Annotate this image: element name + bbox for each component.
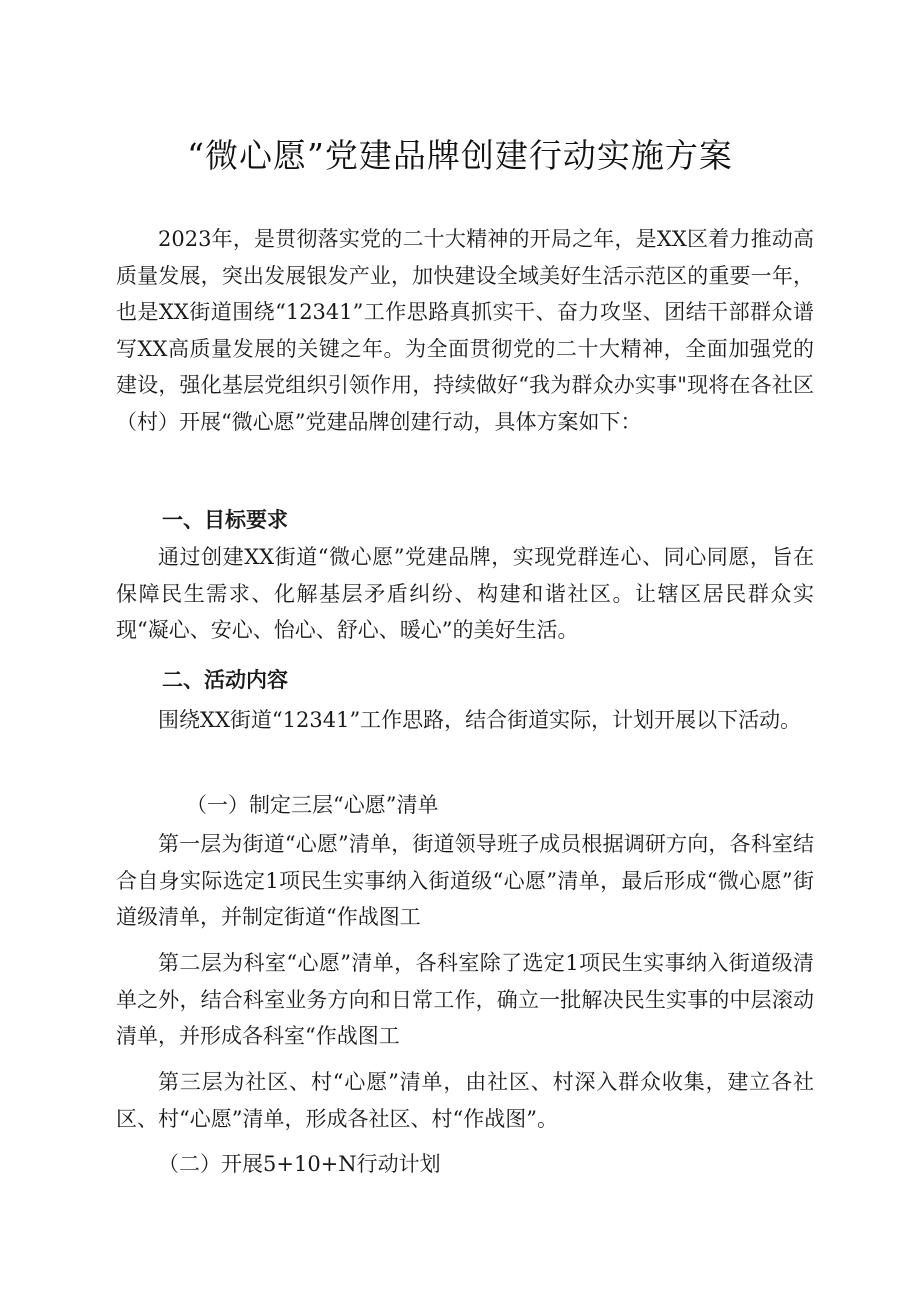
section2-body: 围绕XX街道“12341”工作思路，结合街道实际，计划开展以下活动。 — [158, 708, 802, 732]
section1-heading: 一、目标要求 — [162, 508, 288, 532]
subsection1-paragraph-2: 第二层为科室“心愿”清单，各科室除了选定1项民生实事纳入街道级清单之外，结合科室业务方向和日常工作，确立一批解决民生实事的中层滚动清单，并形成各科室“作战图工 — [116, 951, 814, 1048]
section2-heading: 二、活动内容 — [162, 668, 288, 692]
intro-paragraph: 2023年，是贯彻落实党的二十大精神的开局之年，是XX区着力推动高质量发展，突出发展银发产业，加快建设全域美好生活示范区的重要一年，也是XX街道围绕“12341”工作思路真抓实干、奋力攻坚、团结干部群众谱写XX高质量发展的关键之年。为全面贯彻党的二十大精神，全面加强党的建设，强化基层党组织引领作用，持续做好“我为群众办实事"现将在各社区（村）开展“微心愿”党建品牌创建行动，具体方案如下： — [116, 227, 814, 434]
section1-body: 通过创建XX街道“微心愿”党建品牌，实现党群连心、同心同愿，旨在保障民生需求、化解基层矛盾纠纷、构建和谐社区。让辖区居民群众实现“凝心、安心、怡心、舒心、暖心”的美好生活。 — [116, 545, 814, 642]
subsection2-heading: （二）开展5+10+N行动计划 — [158, 1152, 441, 1176]
subsection1-heading: （一）制定三层“心愿”清单 — [186, 793, 439, 817]
document-title: “微心愿”党建品牌创建行动实施方案 — [187, 136, 733, 175]
subsection1-paragraph-3: 第三层为社区、村“心愿”清单，由社区、村深入群众收集，建立各社区、村“心愿”清单，形成各社区、村“作战图”。 — [116, 1070, 814, 1131]
subsection1-paragraph-1: 第一层为街道“心愿”清单，街道领导班子成员根据调研方向，各科室结合自身实际选定1项民生实事纳入街道级“心愿”清单，最后形成“微心愿”街道级清单，并制定街道“作战图工 — [116, 832, 814, 929]
